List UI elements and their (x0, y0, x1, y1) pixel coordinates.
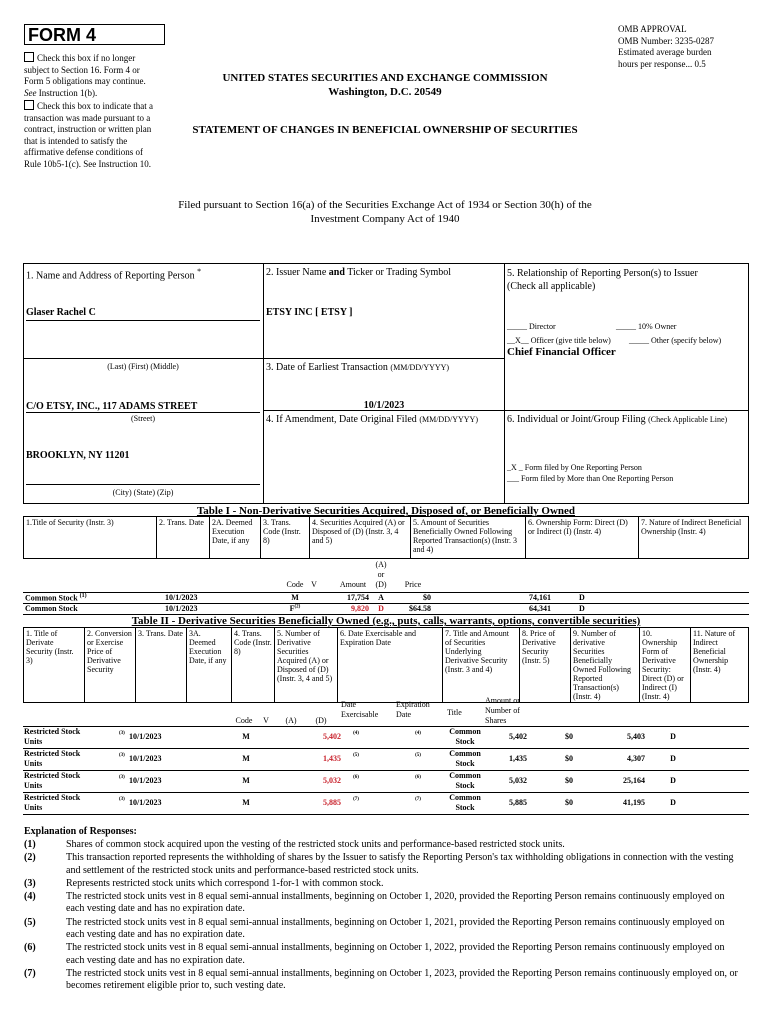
explanation-number: (6) (24, 942, 36, 954)
t2-code: M (242, 732, 250, 741)
explanation-item (24, 968, 744, 993)
t2-form: D (670, 754, 676, 763)
table1-col-date: 2. Trans. Date (157, 517, 210, 559)
officer-title: Chief Financial Officer (507, 346, 616, 358)
earliest-transaction-date: 10/1/2023 (363, 400, 405, 411)
explanation-number: (5) (24, 916, 36, 928)
t2-owned: 25,164 (623, 776, 645, 785)
t2-conv-note: (3) (119, 775, 125, 780)
t1-title-note: (1) (79, 593, 87, 599)
explanation-item (24, 852, 744, 877)
omb-line: hours per response... 0.5 (618, 58, 706, 69)
underline (26, 412, 260, 413)
t2-exer-note: (4) (353, 731, 359, 736)
rule-10b5-checkbox-block (24, 100, 154, 170)
t2-price: $0 (565, 732, 573, 741)
table1-col-code: 3. Trans. Code (Instr. 8) (261, 517, 310, 559)
explanation-number: (4) (24, 891, 36, 903)
table2-row (23, 793, 749, 814)
t2-owned: 41,195 (623, 798, 645, 807)
t1-title: Common Stock (25, 604, 78, 613)
section16-checkbox-block (24, 52, 154, 99)
rel-director[interactable]: _____ Director (507, 322, 556, 331)
t2-conv-note: (3) (119, 753, 125, 758)
explanation-number: (7) (24, 967, 36, 979)
divider (504, 263, 505, 504)
table2-header (23, 627, 749, 703)
explanation-heading: Explanation of Responses: (24, 826, 137, 837)
t2-sub-code: Code (235, 716, 253, 725)
issuer-name: ETSY INC [ ETSY ] (266, 307, 353, 318)
explanation-item (24, 942, 744, 967)
t1-sub-aord: (A) or (D) (375, 560, 387, 589)
table1-col-deemed: 2A. Deemed Execution Date, if any (210, 517, 261, 559)
table2-title: Table II - Derivative Securities Beneficially Owned (e.g., puts, calls, warrants, options, convertible securities) (131, 615, 641, 627)
t1-date: 10/1/2023 (165, 593, 198, 602)
rule-10b5-checkbox[interactable] (24, 100, 34, 110)
t2-col-nature: 11. Nature of Indirect Beneficial Ownership (Instr. 4) (691, 628, 749, 703)
table2-row (23, 727, 749, 748)
t1-aord: D (378, 604, 384, 613)
t2-sub-exp: Expiration Date (396, 700, 430, 719)
omb-approval (618, 24, 714, 70)
t2-disposed: 5,032 (323, 776, 341, 785)
reporting-person-name: Glaser Rachel C (26, 307, 96, 318)
t2-exp-note: (6) (415, 775, 421, 780)
explanation-text: The restricted stock units vest in 8 equal semi-annual installments, beginning on October 1, 2022, provided the Reporting Person remains continuously employed on each vesting date and has no expiration date. (66, 942, 725, 966)
section16-see: See (24, 87, 37, 98)
explanation-text: Shares of common stock acquired upon the vesting of the restricted stock units and performance-based restricted stock units. (66, 839, 565, 850)
explanation-number: (2) (24, 852, 36, 864)
t2-ul-title: Common Stock (449, 793, 481, 812)
table2-row (23, 771, 749, 792)
t2-col-underlying: 7. Title and Amount of Securities Underlying Derivative Security (Instr. 3 and 4) (443, 628, 520, 703)
filed-pursuant-line1: Filed pursuant to Section 16(a) of the Securities Exchange Act of 1934 or Section 30(h) of the (178, 199, 592, 211)
t2-exp-note: (7) (415, 797, 421, 802)
agency-city: Washington, D.C. 20549 (328, 86, 442, 98)
t2-col-code: 4. Trans. Code (Instr. 8) (232, 628, 275, 703)
table1-col-nature: 7. Nature of Indirect Beneficial Ownership (Instr. 4) (639, 517, 749, 559)
box6-label: 6. Individual or Joint/Group Filing (Check Applicable Line) (507, 414, 728, 425)
table2-row (23, 749, 749, 770)
t2-price: $0 (565, 776, 573, 785)
t2-owned: 4,307 (627, 754, 645, 763)
t2-date: 10/1/2023 (129, 732, 162, 741)
t1-owned: 74,161 (529, 593, 551, 602)
t2-price: $0 (565, 798, 573, 807)
t1-form: D (579, 604, 585, 613)
form-title: FORM 4 (24, 24, 165, 45)
t2-conv-note: (3) (119, 797, 125, 802)
filed-pursuant (140, 198, 630, 226)
t2-col-conv: 2. Conversion or Exercise Price of Derivative Security (85, 628, 136, 703)
agency-name: UNITED STATES SECURITIES AND EXCHANGE COMMISSION (222, 72, 548, 84)
explanation-item (24, 878, 744, 890)
t1-date: 10/1/2023 (165, 604, 198, 613)
explanation-text: The restricted stock units vest in 8 equal semi-annual installments, beginning on October 1, 2020, provided the Reporting Person remains continuously employed on each vesting date and has no expiration date. (66, 891, 725, 915)
t2-title: Restricted Stock Units (24, 727, 81, 746)
box4-label: 4. If Amendment, Date Original Filed (MM/DD/YYYY) (266, 414, 478, 425)
t2-date: 10/1/2023 (129, 798, 162, 807)
table1-col-owned: 5. Amount of Securities Beneficially Owned Following Reported Transaction(s) (Instr. 3 and 4) (411, 517, 526, 559)
t2-code: M (242, 776, 250, 785)
t1-sub-code: Code (286, 580, 304, 589)
table1-col-form: 6. Ownership Form: Direct (D) or Indirect (I) (Instr. 4) (526, 517, 639, 559)
t2-exer-note: (6) (353, 775, 359, 780)
t2-ul-amt: 5,032 (509, 776, 527, 785)
t1-aord: A (378, 593, 384, 602)
box2-label: 2. Issuer Name and Ticker or Trading Symbol (266, 267, 452, 278)
t2-exp-note: (4) (415, 731, 421, 736)
t2-form: D (670, 798, 676, 807)
t2-ul-amt: 1,435 (509, 754, 527, 763)
explanation-text: This transaction reported represents the withholding of shares by the Issuer to satisfy the Reporting Person's tax withholding obligations in connection with the vesting and settlement of the restricted stock units and performance-based restricted stock units. (66, 852, 734, 876)
underline (26, 484, 260, 485)
t2-disposed: 5,885 (323, 798, 341, 807)
t2-disposed: 1,435 (323, 754, 341, 763)
explanation-number: (3) (24, 877, 36, 889)
box3-format: (MM/DD/YYYY) (390, 363, 450, 372)
t2-col-date: 3. Trans. Date (136, 628, 187, 703)
divider (23, 358, 505, 359)
rel-10pct-owner[interactable]: _____ 10% Owner (616, 322, 677, 331)
t2-sub-d: (D) (315, 716, 327, 725)
t1-amount: 9,820 (351, 604, 369, 613)
t2-ul-title: Common Stock (449, 771, 481, 790)
t2-sub-ttl: Title (447, 708, 462, 717)
t2-ul-amt: 5,885 (509, 798, 527, 807)
explanation-text: The restricted stock units vest in 8 equal semi-annual installments, beginning on October 1, 2021, provided the Reporting Person remains continuously employed on each vesting date and has no expiration date. (66, 916, 725, 941)
rel-officer[interactable]: __X__ Officer (give title below) (507, 336, 611, 345)
filing-one-person[interactable]: _X _ Form filed by One Reporting Person (507, 463, 642, 472)
explanation-item (24, 839, 744, 851)
t2-form: D (670, 776, 676, 785)
t2-sub-amt: Amount or Number of Shares (485, 696, 520, 725)
t1-sub-v: V (311, 580, 317, 589)
t1-owned: 64,341 (529, 604, 551, 613)
omb-line: OMB APPROVAL (618, 24, 687, 34)
omb-line: Estimated average burden (618, 47, 712, 57)
box1-label-mark: * (197, 267, 202, 276)
table1-title: Table I - Non-Derivative Securities Acquired, Disposed of, or Beneficially Owned (196, 505, 576, 517)
t2-date: 10/1/2023 (129, 776, 162, 785)
table1-subheader (23, 560, 749, 592)
explanation-text: The restricted stock units vest in 8 equal semi-annual installments, beginning on October 1, 2023, provided the Reporting Person remains continuously employed on, or becomes retirement eligible prior to, such vesting date. (66, 967, 738, 992)
section16-checkbox[interactable] (24, 52, 34, 62)
reporting-person-street: C/O ETSY, INC., 117 ADAMS STREET (26, 401, 198, 412)
table1-col-title: 1.Title of Security (Instr. 3) (24, 517, 157, 559)
t2-col-owned: 9. Number of derivative Securities Beneficially Owned Following Reported Transaction(s) (Instr. 4) (571, 628, 640, 703)
t1-code: $F^{(2)}$ (289, 604, 301, 613)
t2-col-number: 5. Number of Derivative Securities Acquired (A) or Disposed of (D) (Instr. 3, 4 and 5) (275, 628, 338, 703)
t1-price: $0 (423, 593, 431, 602)
box5-label: 5. Relationship of Reporting Person(s) to Issuer (Check all applicable) (507, 267, 747, 293)
filing-more-persons[interactable]: ___ Form filed by More than One Reporting Person (507, 474, 674, 483)
t2-exer-note: (5) (353, 753, 359, 758)
city-caption: (City) (State) (Zip) (112, 488, 174, 497)
explanation-number: (1) (24, 839, 36, 850)
t1-code-note: (2) (294, 604, 301, 610)
omb-line: OMB Number: 3235-0287 (618, 35, 714, 46)
t1-code: M (291, 593, 299, 602)
t2-ul-amt: 5,402 (509, 732, 527, 741)
explanation-text: Represents restricted stock units which correspond 1-for-1 with common stock. (66, 877, 384, 889)
t1-amount: 17,754 (347, 593, 369, 602)
t2-ul-title: Common Stock (449, 727, 481, 746)
t2-conv-note: (3) (119, 731, 125, 736)
t1-title: Common Stock $^{(1)}$ (25, 593, 87, 603)
section16-instr: Instruction 1(b). (38, 87, 98, 98)
t2-col-price: 8. Price of Derivative Security (Instr. 5) (520, 628, 571, 703)
t2-title: Restricted Stock Units (24, 749, 81, 768)
t2-sub-a: (A) (285, 716, 297, 725)
rule-10b5-checkbox-text: Check this box to indicate that a transaction was made pursuant to a contract, instruction or written plan that is intended to satisfy the affirmative defense conditions of Rule 10b5-1(c). See Instruction 10. (24, 101, 153, 169)
t2-col-deemed: 3A. Deemed Execution Date, if any (187, 628, 232, 703)
t1-sub-price: Price (404, 580, 422, 589)
t2-col-form: 10. Ownership Form of Derivative Security: Direct (D) or Indirect (I) (Instr. 4) (640, 628, 691, 703)
t2-exer-note: (7) (353, 797, 359, 802)
t2-disposed: 5,402 (323, 732, 341, 741)
t2-title: Restricted Stock Units (24, 771, 81, 790)
explanation-item (24, 917, 744, 942)
statement-title: STATEMENT OF CHANGES IN BENEFICIAL OWNERSHIP OF SECURITIES (192, 124, 578, 136)
table1-header (23, 516, 749, 559)
t2-owned: 5,403 (627, 732, 645, 741)
t1-sub-amount: Amount (339, 580, 367, 589)
explanation-item (24, 891, 744, 916)
box5-sub: (Check all applicable) (507, 281, 596, 292)
t2-sub-exer: Date Exercisable (341, 700, 379, 719)
divider (263, 263, 264, 504)
filed-pursuant-line2: Investment Company Act of 1940 (310, 213, 460, 225)
table2-subheader (23, 696, 749, 726)
t1-form: D (579, 593, 585, 602)
rel-other[interactable]: _____ Other (specify below) (629, 336, 722, 345)
t2-date: 10/1/2023 (129, 754, 162, 763)
t2-title: Restricted Stock Units (24, 793, 81, 812)
t2-exp-note: (5) (415, 753, 421, 758)
t1-price: $64.58 (409, 604, 431, 613)
name-caption: (Last) (First) (Middle) (107, 362, 179, 371)
t2-col-title: 1. Title of Derivate Security (Instr. 3) (24, 628, 85, 703)
reporting-person-city: BROOKLYN, NY 11201 (26, 450, 130, 461)
t2-code: M (242, 754, 250, 763)
table1-col-acquired: 4. Securities Acquired (A) or Disposed of (D) (Instr. 3, 4 and 5) (310, 517, 411, 559)
t2-price: $0 (565, 754, 573, 763)
box1-label: 1. Name and Address of Reporting Person * (26, 267, 202, 282)
box2-label-and: and (328, 267, 345, 278)
box3-label: 3. Date of Earliest Transaction (MM/DD/YYYY) (266, 362, 450, 373)
section16-checkbox-text: Check this box if no longer subject to Section 16. Form 4 or Form 5 obligations may continue. (24, 53, 146, 86)
street-caption: (Street) (131, 414, 155, 423)
box4-format: (MM/DD/YYYY) (419, 415, 478, 424)
t2-col-exercisable: 6. Date Exercisable and Expiration Date (338, 628, 443, 703)
t2-sub-v: V (263, 716, 269, 725)
table2-rule (23, 814, 749, 815)
t2-code: M (242, 798, 250, 807)
box6-label-small: (Check Applicable Line) (648, 415, 728, 424)
explanation-list (24, 839, 744, 994)
t2-form: D (670, 732, 676, 741)
t2-ul-title: Common Stock (449, 749, 481, 768)
underline (26, 320, 260, 321)
